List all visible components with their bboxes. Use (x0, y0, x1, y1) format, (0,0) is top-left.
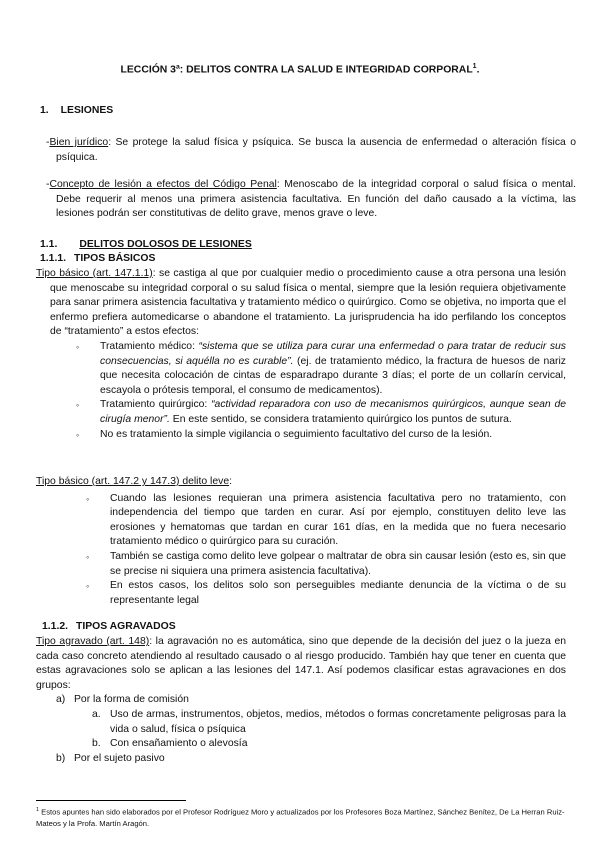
list-item: ◦ No es tratamiento la simple vigilancia o seguimiento facultativo del curso de la lesión. (76, 428, 566, 443)
agravacion-group-b: b) Por el sujeto pasivo (56, 752, 165, 764)
tratamiento-list (76, 340, 566, 442)
list-item: ◦ En estos casos, los delitos solo son perseguibles mediante denuncia de la víctima o de su representante legal (86, 579, 566, 608)
bien-juridico-paragraph: -Bien jurídico: Se protege la salud física y psíquica. Se busca la ausencia de enfermedad o alteración física o psíquica. (46, 137, 576, 163)
footnote: $^1$ Estos apuntes han sido elaborados por el Profesor Rodríguez Moro y actualizados por los Profesores Boza Martínez, Sánchez Benítez, De La Herran Ruiz-Mateos y la Profa. Martín Aragón. (36, 807, 565, 828)
tipo-basico-paragraph: Tipo básico (art. 147.1.1): se castiga al que por cualquier medio o procedimiento cause a otra persona una lesión que menoscabe su integridad corporal o su salud física o mental, siempre que la lesión requiera objetivamente para sanar primera asistencia facultativa y tratamiento médico o quirúrgico. Como se objetiva, no importa que el enfermo prefiera automedicarse o abandone el tratamiento. La jurisprudencia ha ido perfilando los conceptos de “tratamiento” a estos efectos: ◦ Tratamiento médico: “sistema que se utiliza para curar una enfermedad o para tratar de reducir sus consecuencias, si aquélla no es curable”. (ej. de tratamiento médico, la fractura de huesos de nariz que necesita colocación de cintas de esparadrapo durante 3 días; el porte de un collarín cervical, escayola o prótesis temporal, el consumo de medicamentos). ◦ Tratamiento quirúrgico: “actividad reparadora con uso de mecanismos quirúrgicos, aunque sean de cirugía menor”. En este sentido, se considera tratamiento quirúrgico los puntos de sutura. ◦ No es tratamiento la simple vigilancia o seguimiento facultativo del curso de la lesión. (36, 267, 566, 442)
footnote-separator (36, 800, 186, 801)
page-title: LECCIÓN 3ª: DELITOS CONTRA LA SALUD E INTEGRIDAD CORPORAL$^1$. (120, 63, 480, 76)
list-item: ◦ Cuando las lesiones requieran una primera asistencia facultativa pero no tratamiento, con independencia del tiempo que tarden en curar. Así por ejemplo, constituyen delito leve las erosiones y hematomas que tardan en curar 161 días, en la medida que no fuera necesario tratamiento médico o quirúrgico para su curación. (86, 492, 566, 550)
agravacion-subitem: a. Uso de armas, instrumentos, objetos, medios, métodos o formas concretamente peligrosas para la vida o salud, física o psíquica (92, 708, 566, 735)
leve-list (86, 492, 566, 609)
section-heading-1-1-2: 1.1.2. TIPOS AGRAVADOS (42, 621, 176, 632)
footnote-ref: 1 (472, 63, 477, 70)
agravacion-group-a: a) Por la forma de comisión (56, 694, 189, 706)
section-heading-1-1-1: 1.1.1. TIPOS BÁSICOS (40, 253, 156, 264)
tipo-agravado-paragraph: Tipo agravado (art. 148): la agravación no es automática, sino que depende de la decisión del juez o la jueza en cada caso concreto atendiendo al resultado causado o al riesgo producido. También hay que tener en cuenta que estas agravaciones solo se aplican a las lesiones del 147.1. Así podemos clasificar estas agravaciones en dos grupos: a) Por la forma de comisión a. Uso de armas, instrumentos, objetos, medios, métodos o formas concretamente peligrosas para la vida o salud, física o psíquica b. Con ensañamiento o alevosía b) Por el sujeto pasivo (36, 635, 566, 766)
tipo-basico-leve-paragraph: Tipo básico (art. 147.2 y 147.3) delito leve: ◦ Cuando las lesiones requieran una primera asistencia facultativa pero no tratamiento, con independencia del tiempo que tarden en curar. Así por ejemplo, constituyen delito leve las erosiones y hematomas que tardan en curar 161 días, en la medida que no fuera necesario tratamiento médico o quirúrgico para su curación. ◦ También se castiga como delito leve golpear o maltratar de obra sin causar lesión (esto es, sin que se precise ni siquiera una primera asistencia facultativa). ◦ En estos casos, los delitos solo son perseguibles mediante denuncia de la víctima o de su representante legal (36, 475, 566, 608)
list-item: ◦ Tratamiento médico: “sistema que se utiliza para curar una enfermedad o para tratar de reducir sus consecuencias, si aquélla no es curable”. (ej. de tratamiento médico, la fractura de huesos de nariz que necesita colocación de cintas de esparadrapo durante 3 días; el porte de un collarín cervical, escayola o prótesis temporal, el consumo de medicamentos). (76, 340, 566, 398)
list-item: ◦ Tratamiento quirúrgico: “actividad reparadora con uso de mecanismos quirúrgicos, aunque sean de cirugía menor”. En este sentido, se considera tratamiento quirúrgico los puntos de sutura. (76, 398, 566, 427)
section-heading-1-1: 1.1. DELITOS DOLOSOS DE LESIONES (40, 239, 252, 250)
section-heading-1: 1. LESIONES (40, 105, 114, 116)
concepto-lesion-paragraph: -Concepto de lesión a efectos del Código Penal: Menoscabo de la integridad corporal o salud física o mental. Debe requerir al menos una primera asistencia facultativa. En función del daño causado a la víctima, las lesiones podrán ser constitutivas de delito grave, menos grave o leve. (46, 179, 576, 220)
agravacion-subitem: b. Con ensañamiento o alevosía (92, 738, 248, 750)
list-item: ◦ También se castiga como delito leve golpear o maltratar de obra sin causar lesión (esto es, sin que se precise ni siquiera una primera asistencia facultativa). (86, 550, 566, 579)
